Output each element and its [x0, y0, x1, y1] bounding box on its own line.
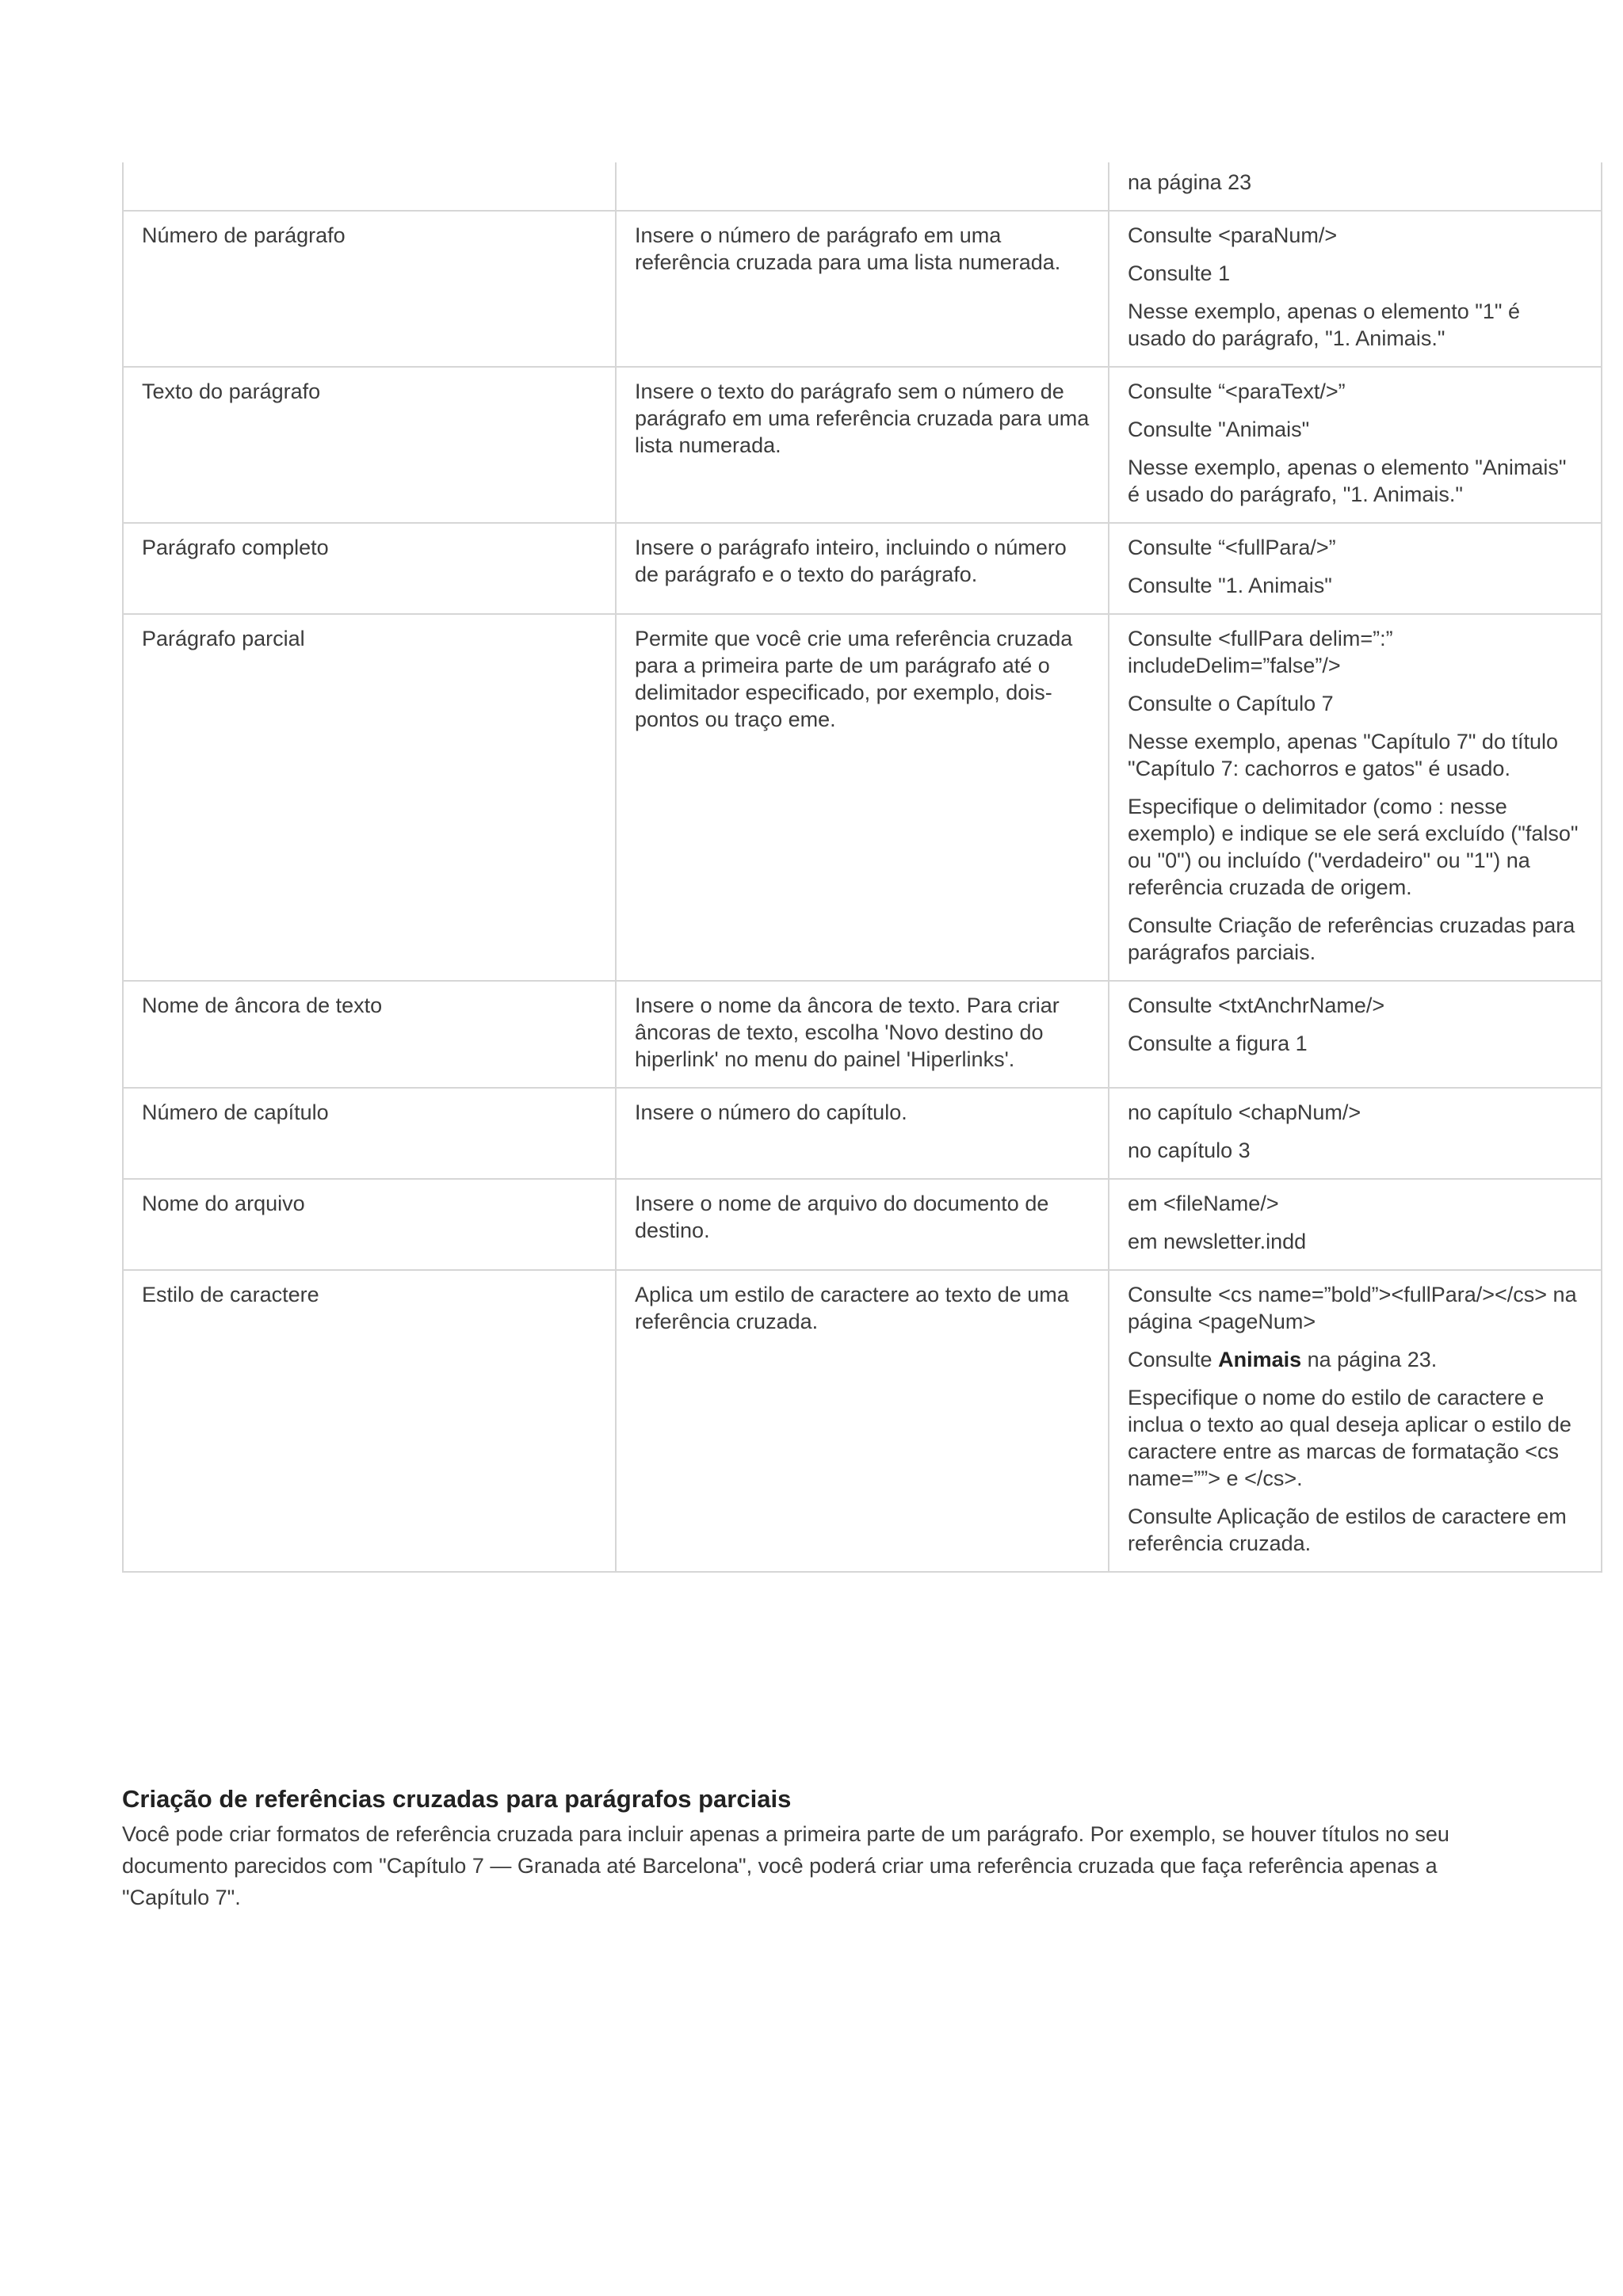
cell-option-name: Nome de âncora de texto: [123, 981, 616, 1088]
example-paragraph: Nesse exemplo, apenas o elemento "1" é usado do parágrafo, "1. Animais.": [1128, 299, 1520, 350]
table-row: [123, 1179, 1602, 1270]
cell-examples: [1109, 1179, 1602, 1270]
example-paragraph: Nesse exemplo, apenas "Capítulo 7" do título "Capítulo 7: cachorros e gatos" é usado.: [1128, 730, 1558, 780]
example-bold-text: Animais: [1218, 1348, 1302, 1371]
example-paragraph: Consulte Criação de referências cruzadas para parágrafos parciais.: [1128, 913, 1575, 964]
cell-description: Permite que você crie uma referência cruzada para a primeira parte de um parágrafo até o delimitador especificado, por exemplo, dois-pontos ou traço eme.: [616, 614, 1109, 981]
cell-description: Insere o nome de arquivo do documento de destino.: [616, 1179, 1109, 1270]
example-paragraph: na página 23: [1128, 170, 1252, 194]
example-paragraph: Nesse exemplo, apenas o elemento "Animais" é usado do parágrafo, "1. Animais.": [1128, 456, 1567, 506]
example-paragraph: Consulte “<paraText/>”: [1128, 379, 1346, 403]
example-text: na página 23.: [1301, 1348, 1438, 1371]
cell-option-name: Nome do arquivo: [123, 1179, 616, 1270]
example-paragraph: Consulte o Capítulo 7: [1128, 692, 1334, 715]
cell-examples: [1109, 367, 1602, 523]
example-paragraph: Consulte “<fullPara/>”: [1128, 536, 1336, 559]
cross-reference-building-blocks-table: [122, 162, 1602, 1573]
table-body: [123, 162, 1602, 1572]
cell-description: Insere o nome da âncora de texto. Para criar âncoras de texto, escolha 'Novo destino do hiperlink' no menu do painel 'Hiperlinks'.: [616, 981, 1109, 1088]
example-paragraph: [1128, 1346, 1583, 1373]
cell-examples: [1109, 1270, 1602, 1572]
cell-description: Aplica um estilo de caractere ao texto de uma referência cruzada.: [616, 1270, 1109, 1572]
cell-option-name: Número de parágrafo: [123, 211, 616, 367]
table-row: [123, 162, 1602, 211]
table-row: [123, 614, 1602, 981]
cell-option-name: Parágrafo parcial: [123, 614, 616, 981]
cell-option-name: Estilo de caractere: [123, 1270, 616, 1572]
example-paragraph: Consulte <paraNum/>: [1128, 223, 1338, 247]
cell-description: Insere o texto do parágrafo sem o número de parágrafo em uma referência cruzada para uma lista numerada.: [616, 367, 1109, 523]
cell-option-name: [123, 162, 616, 211]
table-row: [123, 981, 1602, 1088]
example-paragraph: em <fileName/>: [1128, 1192, 1279, 1215]
section-body-paragraph: Você pode criar formatos de referência cruzada para incluir apenas a primeira parte de um parágrafo. Por exemplo, se houver títulos no seu documento parecidos com "Capítulo 7 — Granada até Barcelona", você poderá criar uma referência cruzada que faça referência apenas a "Capítulo 7".: [122, 1822, 1449, 1909]
cell-examples: [1109, 1088, 1602, 1179]
example-paragraph: Consulte 1: [1128, 261, 1231, 285]
cell-examples: [1109, 614, 1602, 981]
example-paragraph: no capítulo 3: [1128, 1138, 1251, 1162]
example-paragraph: Consulte a figura 1: [1128, 1032, 1308, 1055]
cell-option-name: Parágrafo completo: [123, 523, 616, 614]
cell-description: Insere o número do capítulo.: [616, 1088, 1109, 1179]
cell-examples: [1109, 981, 1602, 1088]
example-paragraph: Consulte <fullPara delim=”:” includeDelim=”false”/>: [1128, 627, 1393, 677]
cell-examples: [1109, 162, 1602, 211]
example-paragraph: Especifique o nome do estilo de caractere e inclua o texto ao qual deseja aplicar o estilo de caractere entre as marcas de formatação <cs name=””> e </cs>.: [1128, 1386, 1571, 1490]
cell-examples: [1109, 523, 1602, 614]
table-row: [123, 523, 1602, 614]
table-row: [123, 367, 1602, 523]
example-paragraph: em newsletter.indd: [1128, 1230, 1307, 1253]
example-paragraph: Consulte "1. Animais": [1128, 574, 1332, 597]
example-paragraph: Especifique o delimitador (como : nesse exemplo) e indique se ele será excluído ("falso" ou "0") ou incluído ("verdadeiro" ou "1") na referência cruzada de origem.: [1128, 795, 1579, 899]
example-paragraph: Consulte "Animais": [1128, 418, 1310, 441]
cell-option-name: Número de capítulo: [123, 1088, 616, 1179]
example-paragraph: Consulte Aplicação de estilos de caractere em referência cruzada.: [1128, 1505, 1567, 1555]
cell-examples: [1109, 211, 1602, 367]
section-heading: Criação de referências cruzadas para parágrafos parciais: [122, 1785, 792, 1813]
table-row: [123, 211, 1602, 367]
table-row: [123, 1270, 1602, 1572]
example-paragraph: Consulte <txtAnchrName/>: [1128, 994, 1385, 1017]
cell-option-name: Texto do parágrafo: [123, 367, 616, 523]
table-row: [123, 1088, 1602, 1179]
cell-description: [616, 162, 1109, 211]
cell-description: Insere o parágrafo inteiro, incluindo o número de parágrafo e o texto do parágrafo.: [616, 523, 1109, 614]
example-text: Consulte: [1128, 1348, 1219, 1371]
example-paragraph: Consulte <cs name=”bold”><fullPara/></cs> na página <pageNum>: [1128, 1283, 1577, 1333]
example-paragraph: no capítulo <chapNum/>: [1128, 1100, 1361, 1124]
cell-description: Insere o número de parágrafo em uma referência cruzada para uma lista numerada.: [616, 211, 1109, 367]
